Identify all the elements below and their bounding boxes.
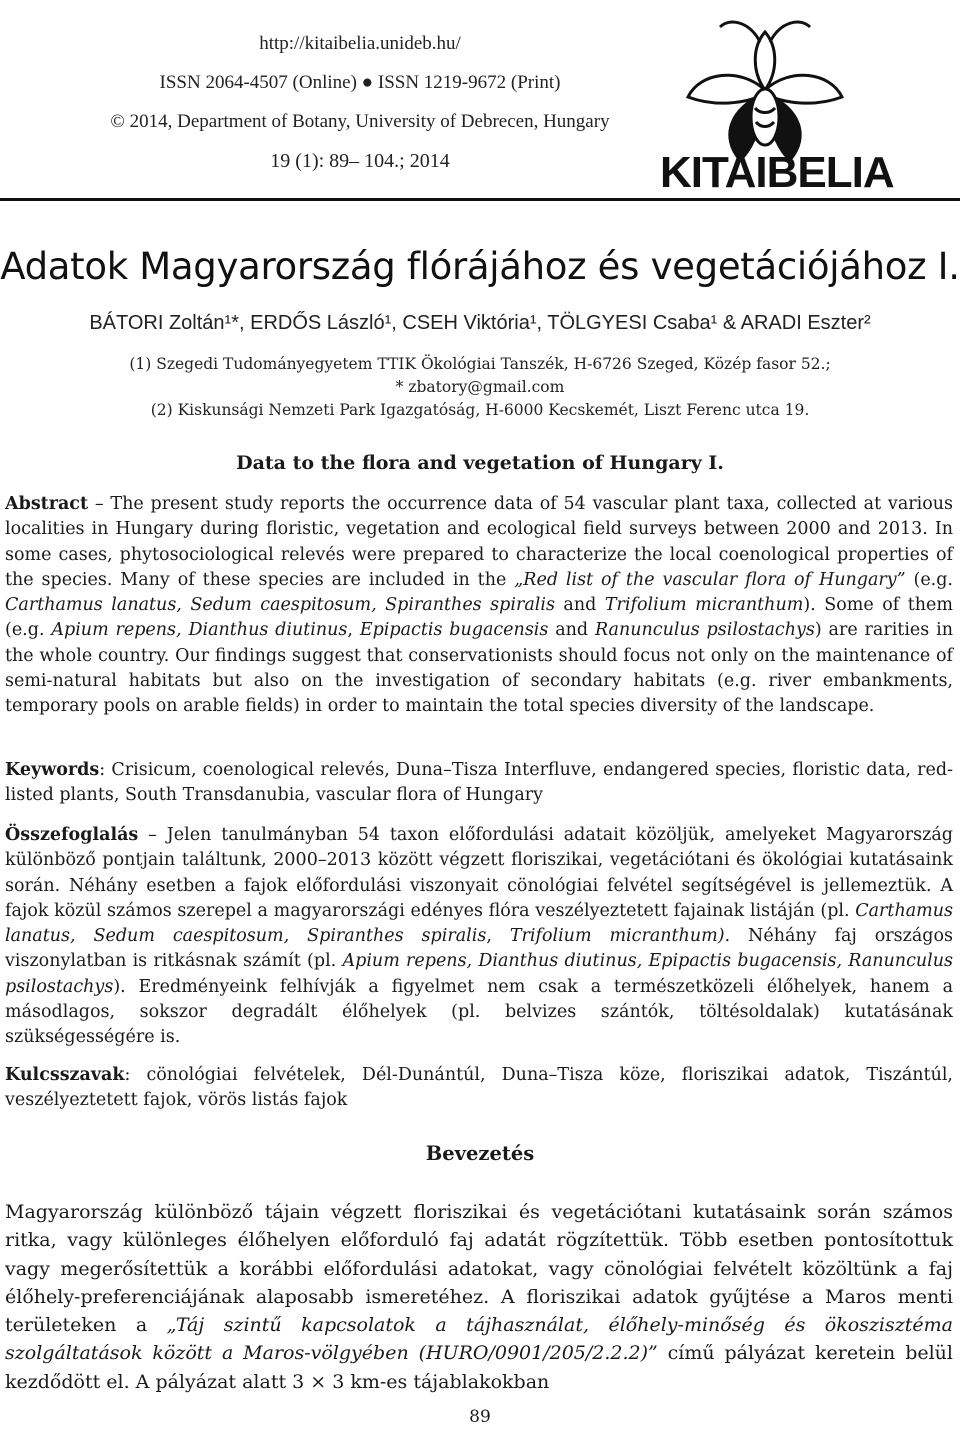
abstract-paragraph: Abstract – The present study reports the occurrence data of 54 vascular plant taxa, collected at various localities in Hungary during floristic, vegetation and ecological field surveys between 2000 and 2013. In some cases, phytosociological relevés were prepared to characterize the local coenological properties of the species. Many of these species are included in the „Red list of the vascular flora of Hungary” (e.g. Carthamus lanatus, Sedum caespitosum, Spiranthes spiralis and Trifolium micranthum). Some of them (e.g. Apium repens, Dianthus diutinus, Epipactis bugacensis and Ranunculus psilostachys) are rarities in the whole country. Our findings suggest that conservationists should focus not only on the maintenance of semi-natural habitats but also on the investigation of secondary habitats (e.g. river embankments, temporary pools on arable fields) in order to maintain the total species diversity of the landscape. [5,494,953,717]
kulcsszavak-label: Kulcsszavak [5,1065,125,1085]
osszefoglalas-paragraph: Összefoglalás – Jelen tanulmányban 54 taxon előfordulási adatait közöljük, amelyeket Magyarország különböző pontjain találtunk, 2000–2013 között végzett floriszikai, vegetációtani és ökológiai kutatásaink során. Néhány esetben a fajok előfordulási viszonyait cönológiai felvétel segítségével is jellemeztük. A fajok közül számos szerepel a magyarországi edényes flóra veszélyeztetett fajainak listáján (pl. Carthamus lanatus, Sedum caespitosum, Spiranthes spiralis, Trifolium micranthum). Néhány faj országos viszonylatban is ritkásnak számít (pl. Apium repens, Dianthus diutinus, Epipactis bugacensis, Ranunculus psilostachys). Eredményeink felhívják a figyelmet nem csak a természetközeli élőhelyek, hanem a másodlagos, sokszor degradált élőhelyek (pl. belvizes szántók, töltésoldalak) kutatásának szükségességére is. [5,825,954,1048]
section-heading-bevezetes: Bevezetés [425,1142,535,1165]
logo-wordmark: KITAIBELIA [660,148,894,197]
keywords-label: Keywords [5,760,100,780]
english-title: Data to the flora and vegetation of Hungary I. [236,452,724,474]
header-divider [0,198,960,201]
orchid-flower-icon [660,12,870,162]
abstract-label: Abstract [5,494,89,514]
article-authors: BÁTORI Zoltán¹*, ERDŐS László¹, CSEH Viktória¹, TÖLGYESI Csaba¹ & ARADI Eszter² [89,312,871,334]
journal-copyright: © 2014, Department of Botany, University of Debrecen, Hungary [110,111,610,132]
bevezetes-paragraph: Magyarország különböző tájain végzett floriszikai és vegetációtani kutatásaink során számos ritka, vagy különleges élőhelyen előforduló faj adatát rögzítettük. Több esetben pontosítottuk vagy megerősítettük a korábbi előfordulási adatokat, vagy cönológiai felvételt közöltünk a faj élőhely-preferenciájának alaposabb ismeretéhez. A floriszikai adatok gyűjtése a Maros menti területeken a „Táj szintű kapcsolatok a tájhasználat, élőhely-minőség és ökoszisztéma szolgáltatások között a Maros-völgyében (HURO/0901/205/2.2.2)” című pályázat keretein belül kezdődött el. A pályázat alatt 3 × 3 km-es tájablakokban [5,1201,953,1393]
keywords-paragraph: Keywords: Crisicum, coenological relevés, Duna–Tisza Interfluve, endangered species, floristic data, red-listed plants, South Transdanubia, vascular flora of Hungary [5,760,953,806]
affiliation-1: (1) Szegedi Tudományegyetem TTIK Ökológiai Tanszék, H-6726 Szeged, Közép fasor 52.; [129,355,831,373]
page-number: 89 [469,1407,491,1427]
journal-volume: 19 (1): 89– 104.; 2014 [270,150,450,172]
kitaibelia-logo [660,12,894,200]
osszefoglalas-label: Összefoglalás [5,825,139,845]
affiliation-2: (2) Kiskunsági Nemzeti Park Igazgatóság, H-6000 Kecskemét, Liszt Ferenc utca 19. [150,401,810,419]
journal-issn: ISSN 2064-4507 (Online) ● ISSN 1219-9672 (Print) [159,72,561,93]
journal-url[interactable]: http://kitaibelia.unideb.hu/ [259,33,461,54]
kulcsszavak-paragraph: Kulcsszavak: cönológiai felvételek, Dél-Dunántúl, Duna–Tisza köze, floriszikai adatok, Tiszántúl, veszélyeztetett fajok, vörös listás fajok [5,1065,953,1111]
article-title: Adatok Magyarország flórájához és vegetációjához I. [0,245,960,288]
affiliation-email[interactable]: * zbatory@gmail.com [395,378,565,396]
